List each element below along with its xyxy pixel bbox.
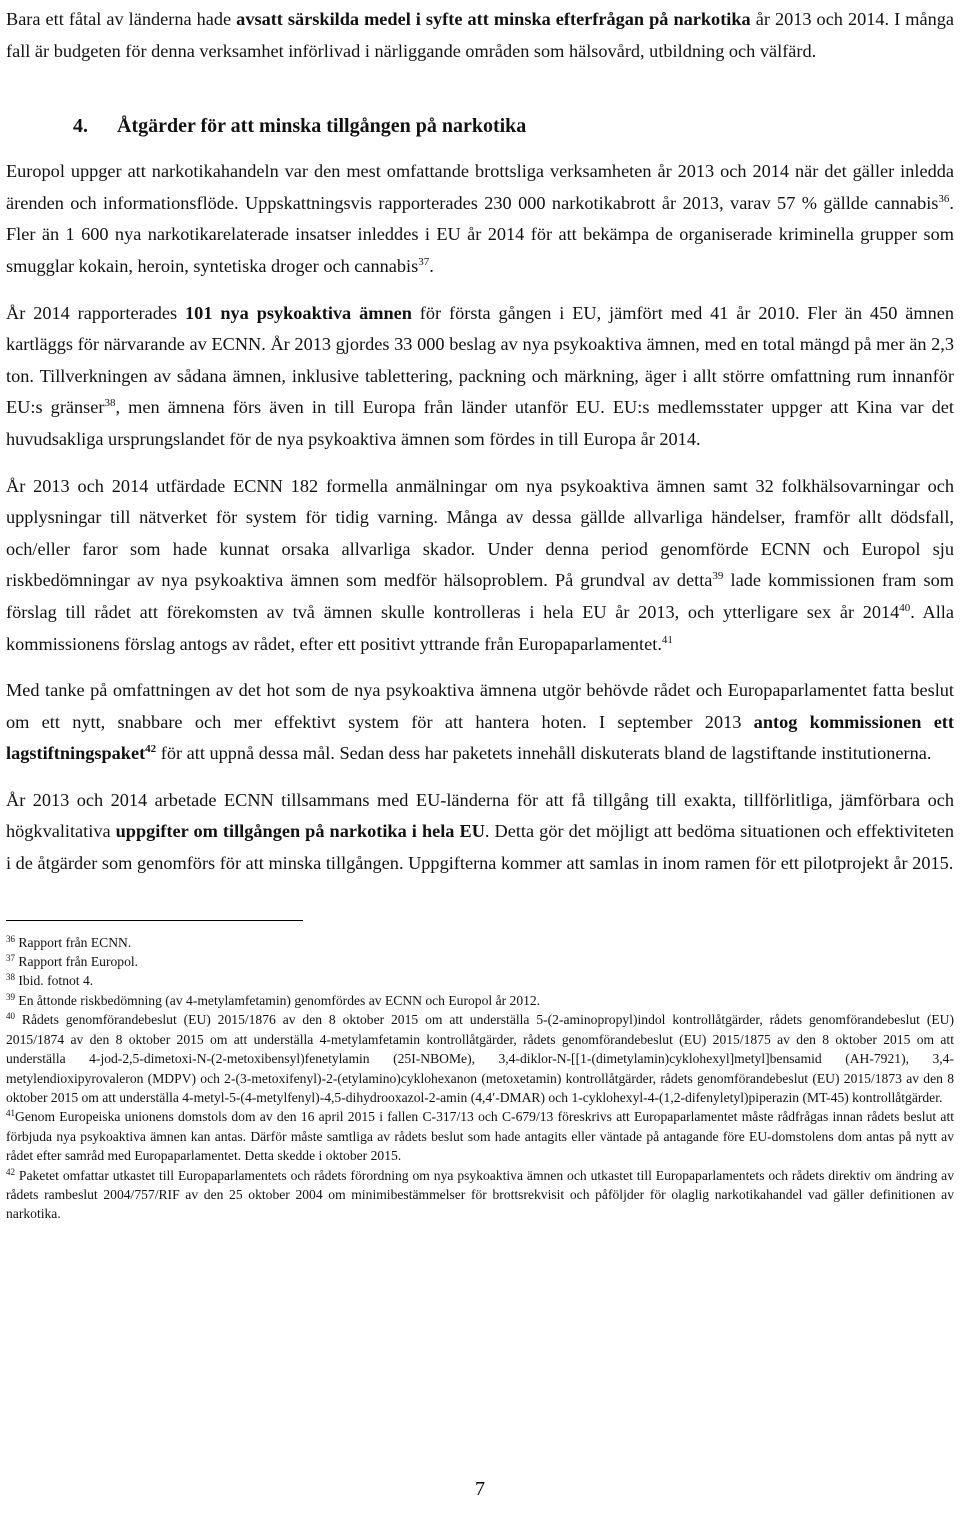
paragraph-psychoactive: År 2014 rapporterades 101 nya psykoaktiva ämnen för första gången i EU, jämfört med 41 år 2010. Fler än 450 ämnen kartläggs för närvarande av ECNN. År 2013 gjordes 33 000 beslag av nya psykoaktiva ämnen, med en total mängd på mer än 2,3 ton. Tillverkningen av sådana ämnen, inklusive tablettering, packning och märkning, äger i allt större omfattning rum innanför EU:s gränser$^{38}$, men ämnena förs även in till Europa från länder utanför EU. EU:s medlemsstater uppger att Kina var det huvudsakliga ursprungslandet för de nya psykoaktiva ämnen som fördes in till Europa år 2014. [6,302,954,449]
footnote-ref[interactable]: 41 [661,633,673,646]
paragraph-ecnn-notifications: År 2013 och 2014 utfärdade ECNN 182 formella anmälningar om nya psykoaktiva ämnen samt 32 folkhälsovarningar och upplysningar till nätverket för system för tidig varning. Många av dessa gällde allvarliga händelser, framför allt dödsfall, och/eller faror som hade kunnat orsaka allvarliga skador. Under denna period genomförde ECNN och Europol sju riskbedömningar av nya psykoaktiva ämnen som medför hälsoproblem. På grundval av detta$^{39}$ lade kommissionen fram som förslag till rådet att förekomsten av två ämnen skulle kontrolleras i hela EU år 2013, och ytterligare sex år 2014$^{40}$. Alla kommissionens förslag antogs av rådet, efter ett positivt yttrande från Europaparlamentet.$^{41}$ [6,475,954,654]
footnote-40: $^{40}$ Rådets genomförandebeslut (EU) 2015/1876 av den 8 oktober 2015 om att underställa 5-(2-aminopropyl)indol kontrollåtgärder, rådets genomförandebeslut (EU) 2015/1874 av den 8 oktober 2015 om att underställa 4-metylamfetamin kontrollåtgärder, rådets genomförandebeslut (EU) 2015/1875 av den 8 oktober 2015 om att underställa 4-jod-2,5-dimetoxi-N-(2-metoxibensyl)fenetylamin (25I-NBOMe), 3,4-diklor-N-[[1-(dimetylamin)cyklohexyl]metyl]bensamid (AH-7921), 3,4-metylendioxipyrovaleron (MDPV) och 2-(3-metoxifenyl)-2-(etylamino)cyklohexanon (metoxetamin) kontrollåtgärder, rådets genomförandebeslut (EU) 2015/1873 av den 8 oktober 2015 om att underställa 4-metyl-5-(4-metylfenyl)-4,5-dihydrooxazol-2-amin (4,4′-DMAR) och 1-cyklohexyl-4-(1,2-difenyletyl)piperazin (MT-45) kontrollåtgärder. [6,1011,954,1105]
footnote-number: 36 [6,933,15,944]
footnote-number: 42 [6,1166,15,1177]
section-number: 4. [73,115,88,138]
page-number: 7 [475,1478,485,1500]
footnote-ref[interactable]: 36 [938,192,950,205]
footnote-39: $^{39}$ En åttonde riskbedömning (av 4-metylamfetamin) genomfördes av ECNN och Europol år 2012. [6,991,541,1008]
paragraph-supply-data: År 2013 och 2014 arbetade ECNN tillsammans med EU-länderna för att få tillgång till exakta, tillförlitliga, jämförbara och högkvalitativa uppgifter om tillgången på narkotika i hela EU. Detta gör det möjligt att bedöma situationen och effektiviteten i de åtgärder som genomförs för att minska tillgången. Uppgifterna kommer att samlas in inom ramen för ett pilotprojekt år 2015. [6,789,954,874]
footnote-ref[interactable]: 39 [712,570,724,583]
bold-phrase: avsatt särskilda medel i syfte att minska efterfrågan på narkotika [236,9,751,29]
bold-phrase: antog kommissionen ett lagstiftningspaket [6,711,954,764]
footnotes [6,933,954,1224]
section-heading [6,111,954,142]
footnote-ref[interactable]: 42 [145,743,157,756]
footnote-41: $^{41}$Genom Europeiska unionens domstols dom av den 16 april 2015 i fallen C-317/13 och C-679/13 föreskrivs att Europaparlamentet måste rådfrågas innan rådets beslut att förbjuda nya psykoaktiva ämnen kan antas. Därför måste samtliga av rådets beslut som hade antagits eller väntade på antagande före EU-domstolens dom antas på nytt av rådet efter samråd med Europaparlamentet. Detta skedde i oktober 2015. [6,1108,954,1164]
footnote-divider [6,920,303,921]
footnote-number: 37 [6,953,15,964]
paragraph-legislation: Med tanke på omfattningen av det hot som de nya psykoaktiva ämnena utgör behövde rådet och Europaparlamentet fatta beslut om ett nytt, snabbare och mer effektivt system för att hantera hoten. I september 2013 antog kommissionen ett lagstiftningspaket$^{42}$ för att uppnå dessa mål. Sedan dess har paketets innehåll diskuterats bland de lagstiftande institutionerna. [6,680,954,764]
footnote-number: 39 [6,991,15,1002]
footnote-ref[interactable]: 37 [418,255,430,268]
intro-paragraph: Bara ett fåtal av länderna hade avsatt särskilda medel i syfte att minska efterfrågan på narkotika år 2013 och 2014. I många fall är budgeten för denna verksamhet införlivad i närliggande områden som hälsovård, utbildning och välfärd. [6,9,955,61]
footnote-37: $^{37}$ Rapport från Europol. [6,953,139,970]
footnote-number: 40 [6,1011,15,1022]
footnote-36: $^{36}$ Rapport från ECNN. [6,933,132,950]
footnote-42: $^{42}$ Paketet omfattar utkastet till Europaparlamentets och rådets förordning om nya psykoaktiva ämnen och utkastet till Europaparlamentets och rådets direktiv om ändring av rådets rambeslut 2004/757/RIF av den 25 oktober 2004 om minimibestämmelser för brottsrekvisit och påföljder för olaglig narkotikahandel vad gäller definitionen av narkotika. [6,1166,954,1222]
section-title: Åtgärder för att minska tillgången på narkotika [117,115,527,138]
bold-phrase: uppgifter om tillgången på narkotika i hela EU [115,821,485,842]
footnote-number: 38 [6,972,15,983]
paragraph-europol: Europol uppger att narkotikahandeln var den mest omfattande brottsliga verksamheten år 2013 och 2014 när det gäller inledda ärenden och informationsflöde. Uppskattningsvis rapporterades 230 000 narkotikabrott år 2013, varav 57 % gällde cannabis$^{36}$. Fler än 1 600 nya narkotikarelaterade insatser inleddes i EU år 2014 för att bekämpa de organiserade kriminella grupper som smugglar kokain, heroin, syntetiska droger och cannabis$^{37}$. [6,161,954,276]
footnote-number: 41 [6,1108,15,1119]
footnote-38: $^{38}$ Ibid. fotnot 4. [6,972,94,989]
footnote-ref[interactable]: 40 [899,601,911,614]
footnote-ref[interactable]: 38 [104,397,116,410]
bold-phrase: 101 nya psykoaktiva ämnen [185,302,412,323]
